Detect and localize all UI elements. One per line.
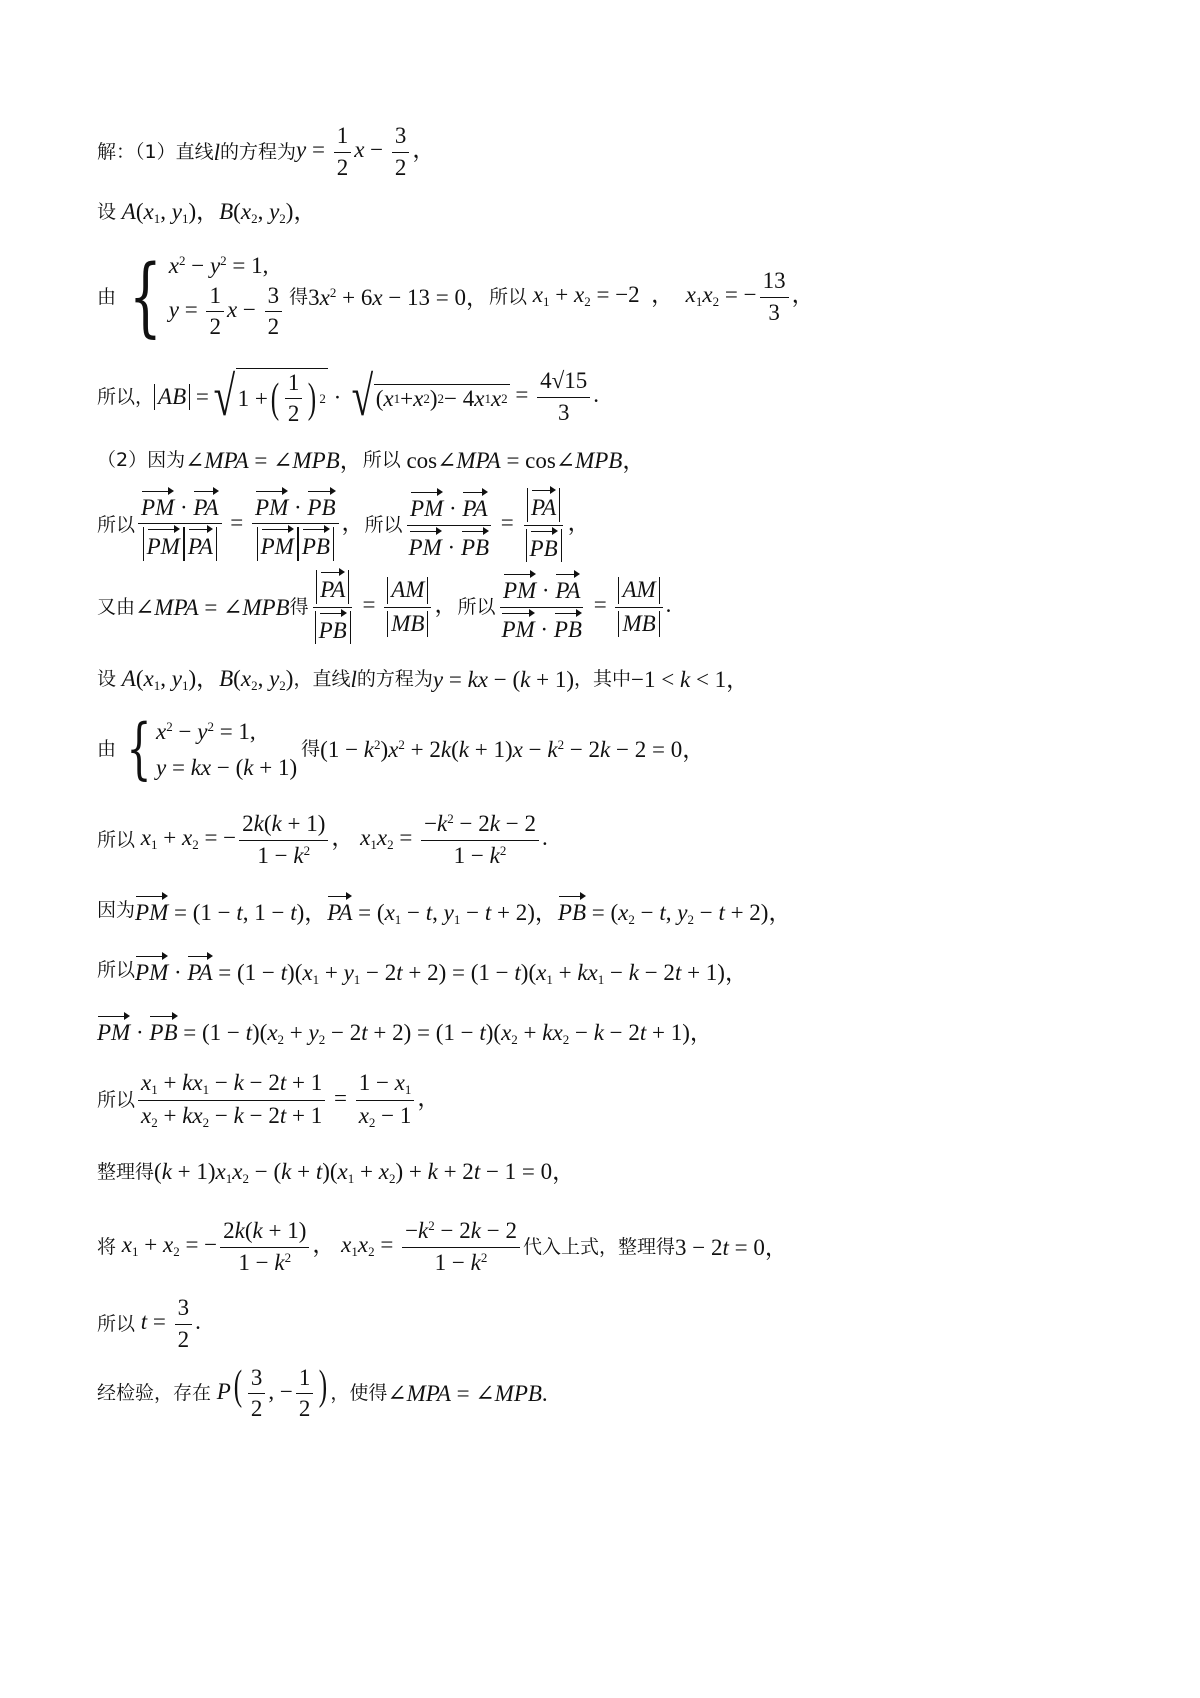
solution-line-17: 所以 t = $\frac{3}{2}$ . — [97, 1295, 201, 1352]
solution-line-2: 设 $A(x_1$, $y_1$)，$B(x_2$, $y_2$)， — [97, 198, 317, 226]
label-also: 又由 — [97, 595, 136, 618]
label-equation: 的方程为 — [356, 667, 433, 690]
solution-line-10: 所以 $x_1 + x_2$ = − $\frac{2k(k + 1)}{1 - k^2}$ ， $x_1x_2$ = $\frac{-k^2 - 2k - 2}{1 - k^2}$ . — [97, 811, 548, 868]
solution-line-11: 因为 PM = (1 − t, 1 − t)，PA = ($x_1 - t$, $y_1 - t + 2$)，PB = ($x_2 - t$, $y_2 - t + 2$)， — [97, 890, 1160, 930]
label-get: 得 — [301, 737, 321, 760]
label-from: 由 — [97, 285, 117, 308]
label-part2: （2）因为 — [97, 448, 186, 471]
solution-line-15: 整理得 $(k + 1)x_1x_2 - (k + t)(x_1 + x_2) + k + 2t - 1 = 0$， — [97, 1158, 576, 1186]
solution-line-9: 由 { $x^2 - y^2 = 1$, y = kx − (k + 1) 得 $(1 - k^2)x^2 + 2k(k + 1)x - k^2 - 2k - 2 = 0$， — [97, 710, 706, 787]
label-so: 所以 — [489, 285, 528, 308]
label-because: 因为 — [97, 898, 136, 921]
label-so: 所以 — [97, 1312, 136, 1335]
solution-line-12: 所以 PM · PA = $(1 - t)(x_1 + y_1 - 2t + 2) = (1 - t)(x_1 + kx_1 - k - 2t + 1)$， — [97, 950, 1160, 990]
label-where: ，其中 — [574, 667, 632, 690]
label-so: 所以 — [364, 513, 403, 536]
label-line-l: ，直线 — [293, 667, 351, 690]
label-substitute: 将 — [97, 1235, 117, 1258]
label-such-that: ，使得 — [330, 1381, 388, 1404]
label-so-comma: 所以， — [97, 385, 155, 408]
label-equation: 的方程为 — [219, 140, 296, 163]
label-get: 得 — [289, 285, 309, 308]
solution-line-16: 将 $x_1 + x_2$ = − $\frac{2k(k + 1)}{1 - k^2}$ ， $x_1x_2$ = $\frac{-k^2 - 2k - 2}{1 - k^2}$ 代入上式，整理得 3 − 2t = 0， — [97, 1218, 788, 1275]
label-so: 所以 — [97, 958, 136, 981]
solution-line-5: （2）因为 ∠MPA = ∠MPB， 所以 cos∠MPA = cos∠MPB， — [97, 447, 646, 473]
label-verify: 经检验，存在 — [97, 1381, 212, 1404]
solution-line-18: 经检验，存在 P( $\frac{3}{2}$ , − $\frac{1}{2}$ ) ，使得 ∠MPA = ∠MPB. — [97, 1362, 548, 1422]
solution-line-3: 由 { $x^2 - y^2 = 1$, y = $\frac{1}{2}$ x − $\frac{3}{2}$ 得 $3x^2 + 6x - 13 = 0$， 所以 $x_1 + x_2 = -2$ ， $x_1x_2$ = − $\frac{13}{3}$ ， — [97, 247, 815, 347]
solution-line-7: 又由 ∠MPA = ∠MPB 得 $\frac{PA}{PB}$ = $\frac{AM}{MB}$ ， 所以 $\frac{PM \cdot PA}{PM \cdot PB}$ = $\frac{AM}{MB}$ . — [97, 570, 1160, 644]
label-part1: 解：（1）直线 — [97, 140, 214, 163]
label-get: 得 — [289, 595, 309, 618]
label-set: 设 — [97, 667, 117, 690]
label-so: 所以 — [97, 1088, 136, 1111]
solution-line-6: 所以 $\frac{PM \cdot PA}{\text{PM PA}}$ = $\frac{PM \cdot PB}{\text{PM PB}}$ ， 所以 $\frac{PM \cdot PA}{PM \cdot PB}$ = $\frac{PA}{PB}$ ， — [97, 488, 1160, 562]
label-so: 所以 — [97, 513, 136, 536]
label-plug-in: 代入上式，整理得 — [522, 1235, 675, 1258]
solution-line-4: 所以， AB = √ 1 + ( $\frac{1}{2}$ ) 2 · √ ( x 1 + x 2 ) 2 − 4 x 1 x 2 = $\frac{4√15}{3}$ . — [97, 366, 600, 428]
solution-line-8: 设 $A(x_1$, $y_1$)，$B(x_2$, $y_2$) ，直线 l 的方程为 y = kx − (k + 1) ，其中 −1 < k < 1， — [97, 665, 750, 693]
solution-line-13: PM · PB = $(1 - t)(x_2 + y_2 - 2t + 2) = (1 - t)(x_2 + kx_2 - k - 2t + 1)$， — [97, 1010, 1160, 1050]
solution-line-1: 解：（1）直线 l 的方程为 y = $\frac{1}{2}$ x − $\frac{3}{2}$ ， — [97, 123, 436, 180]
label-so: 所以 — [97, 828, 136, 851]
label-set: 设 — [97, 200, 117, 223]
label-so: 所以 — [362, 448, 401, 471]
label-from: 由 — [97, 737, 117, 760]
label-so: 所以 — [457, 595, 496, 618]
label-simplify: 整理得 — [97, 1160, 155, 1183]
solution-line-14: 所以 $\frac{x_1 + kx_1 - k - 2t + 1}{x_2 + kx_2 - k - 2t + 1}$ = $\frac{1 - x_1}{x_2 - 1}$ ， — [97, 1069, 441, 1130]
